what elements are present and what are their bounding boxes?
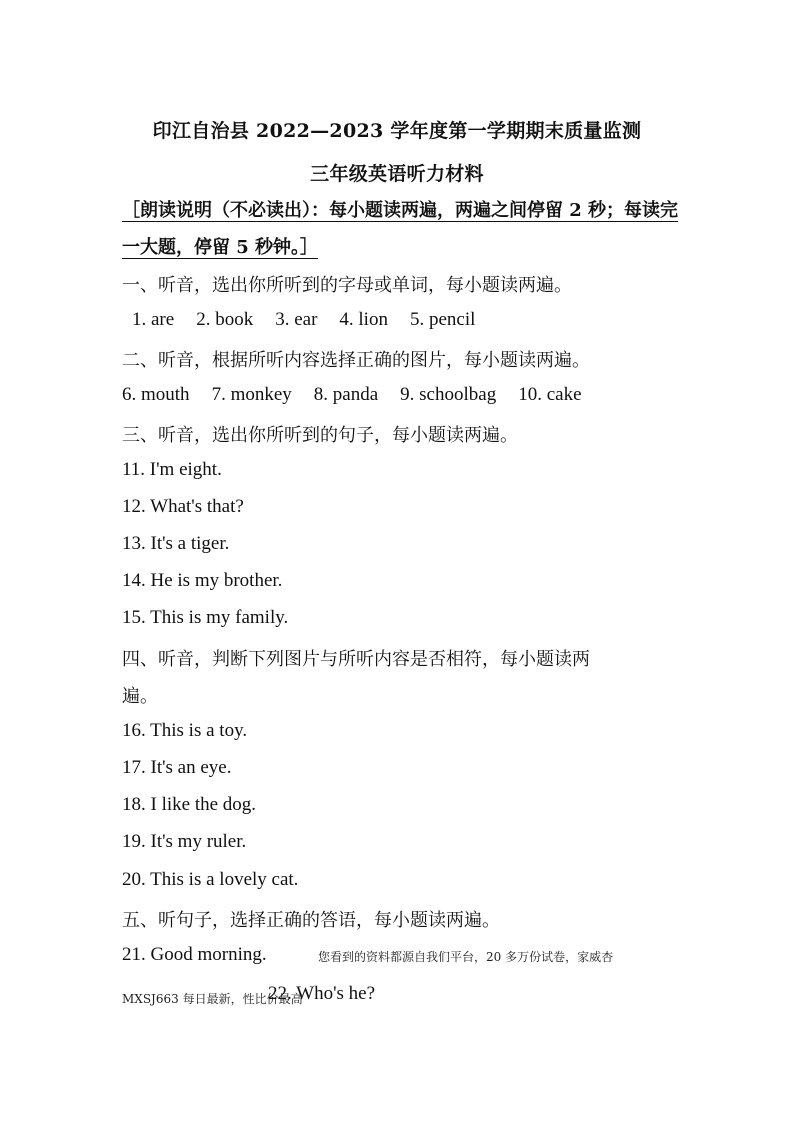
ad-text: 您看到的资料都源自我们平台，20 多万份试卷，家威杏 [318, 950, 614, 964]
document-title: 印江自治县 2022—2023 学年度第一学期期末质量监测 [152, 120, 642, 142]
section1-items [132, 309, 497, 331]
section5-heading: 五、听句子，选择正确的答语，每小题读两遍。 [122, 910, 500, 931]
list-item: 7. monkey [211, 384, 292, 405]
list-item: 15. This is my family. [122, 607, 289, 628]
list-item: 1. are [132, 309, 175, 330]
list-item: 6. mouth [122, 384, 190, 405]
list-item: 18. I like the dog. [122, 794, 257, 815]
list-item: 4. lion [339, 309, 388, 330]
list-item: 11. I'm eight. [122, 459, 222, 480]
list-item: 3. ear [275, 309, 318, 330]
list-item: 20. This is a lovely cat. [122, 869, 299, 890]
list-item: 9. schoolbag [400, 384, 497, 405]
list-item: 5. pencil [409, 309, 476, 330]
section1-heading: 一、听音，选出你所听到的字母或单词，每小题读两遍。 [122, 275, 572, 296]
list-item: 17. It's an eye. [122, 757, 232, 778]
list-item: 13. It's a tiger. [122, 533, 230, 554]
section2-heading: 二、听音，根据所听内容选择正确的图片，每小题读两遍。 [122, 350, 590, 371]
section4-heading: 四、听音，判断下列图片与所听内容是否相符，每小题读两 [122, 649, 590, 670]
list-item: 10. cake [518, 384, 582, 405]
list-item: 19. It's my ruler. [122, 831, 247, 852]
list-item: 22. Who's he? [268, 983, 376, 1004]
list-item: 14. He is my brother. [122, 570, 283, 591]
document-subtitle: 三年级英语听力材料 [310, 163, 484, 185]
list-item: 8. panda [313, 384, 379, 405]
section4-heading-cont: 遍。 [122, 686, 158, 707]
list-item: 16. This is a toy. [122, 720, 248, 741]
reading-instructions: ［朗读说明（不必读出）：每小题读两遍，两遍之间停留 2 秒；每读完一大题，停留 5 秒钟。］ [122, 200, 679, 258]
section3-heading: 三、听音，选出你所听到的句子，每小题读两遍。 [122, 425, 518, 446]
section2-items [122, 384, 604, 406]
list-item: 12. What's that? [122, 496, 244, 517]
list-item: 21. Good morning. [122, 944, 267, 965]
ad-text-cont: MXSJ663 每日最新，性比价最高 [122, 992, 303, 1006]
list-item: 2. book [196, 309, 254, 330]
